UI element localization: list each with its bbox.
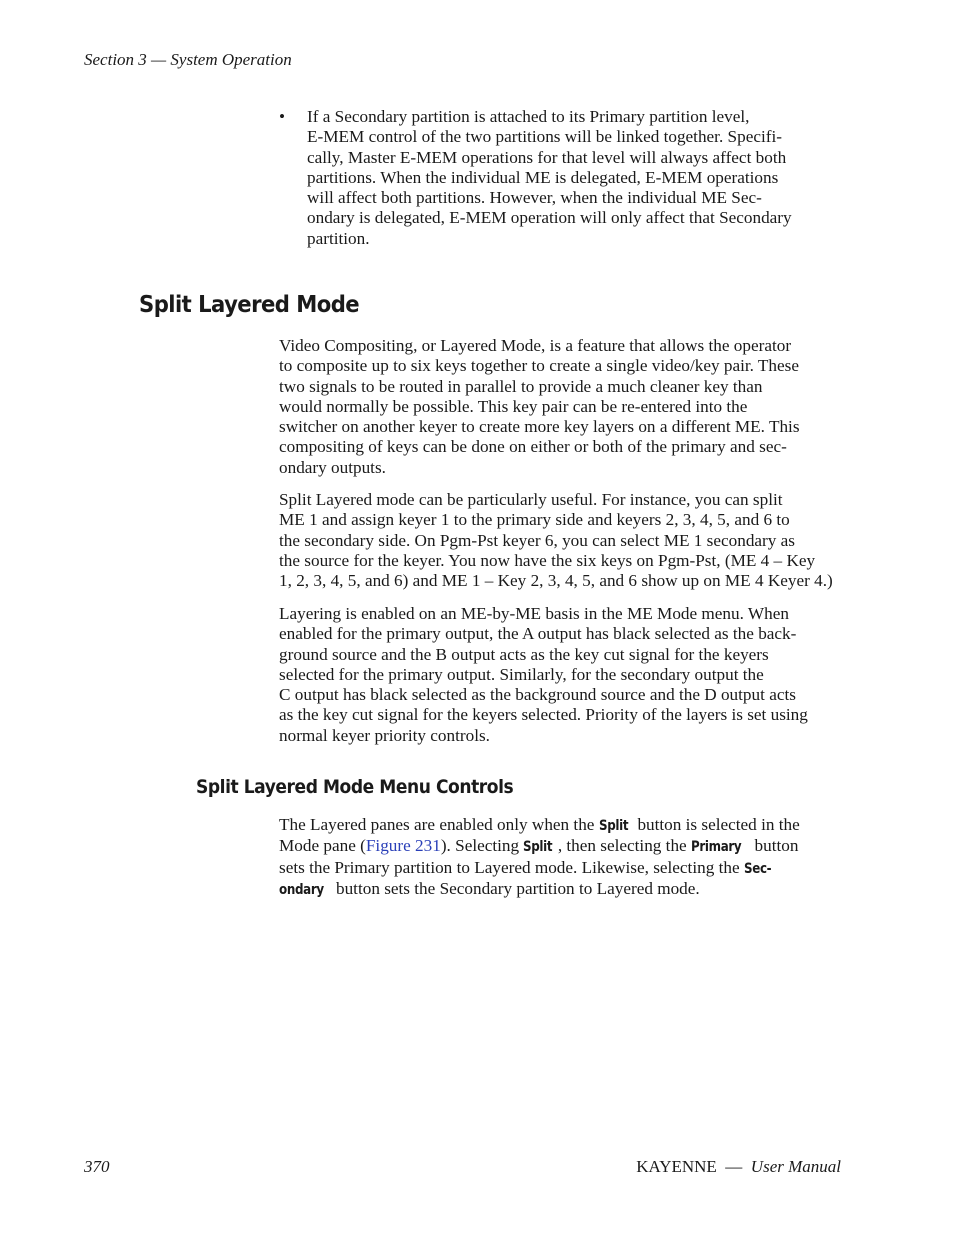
text-line: C output has black selected as the background source and the D output acts xyxy=(279,685,796,705)
text-line: compositing of keys can be done on either or both of the primary and sec- xyxy=(279,437,787,457)
text-line: switcher on another keyer to create more key layers on a different ME. This xyxy=(279,417,800,437)
figure-link[interactable]: Figure 231 xyxy=(365,836,441,856)
text-line: If a Secondary partition is attached to its Primary partition level, xyxy=(307,107,750,126)
text-line: will affect both partitions. However, when the individual ME Sec- xyxy=(307,188,762,208)
manual-title: User Manual xyxy=(750,1157,841,1176)
product-name: KAYENNE xyxy=(636,1157,717,1176)
paragraph-split-example xyxy=(279,490,841,591)
text-line: partition. xyxy=(307,228,370,248)
text-line: Video Compositing, or Layered Mode, is a feature that allows the operator xyxy=(279,336,792,355)
text-run: button xyxy=(750,836,799,856)
text-line: normal keyer priority controls. xyxy=(279,725,490,745)
split-button-ref: Split xyxy=(598,818,628,834)
text-line: would normally be possible. This key pair can be re-entered into the xyxy=(279,396,748,416)
text-line xyxy=(279,815,841,836)
split-button-ref: Split xyxy=(523,839,553,856)
page-number: 370 xyxy=(84,1157,110,1176)
text-run: , then selecting the xyxy=(557,836,691,856)
text-line: to composite up to six keys together to create a single video/key pair. These xyxy=(279,356,799,376)
primary-button-ref: Primary xyxy=(690,839,742,856)
text-line: the secondary side. On Pgm-Pst keyer 6, you can select ME 1 secondary as xyxy=(279,530,795,550)
secondary-button-ref: ondary xyxy=(279,881,324,898)
text-run: sets the Primary partition to Layered mode. Likewise, selecting the xyxy=(279,857,744,877)
footer-separator: — xyxy=(725,1157,743,1176)
paragraph-layering xyxy=(279,604,841,746)
running-footer xyxy=(636,1157,841,1177)
text-line: Split Layered mode can be particularly useful. For instance, you can split xyxy=(279,490,783,509)
bullet-marker: • xyxy=(279,107,286,126)
text-line: E-MEM control of the two partitions will be linked together. Specifi- xyxy=(307,127,782,147)
text-line: ground source and the B output acts as the key cut signal for the keyers xyxy=(279,644,769,664)
paragraph-compositing xyxy=(279,336,841,478)
text-run: button sets the Secondary partition to Layered mode. xyxy=(331,878,700,898)
paragraph-menu-controls xyxy=(279,815,841,900)
secondary-button-ref: Sec- xyxy=(743,860,772,877)
text-line xyxy=(279,858,841,879)
bullet-item xyxy=(279,107,841,249)
text-line: ondary is delegated, E-MEM operation will only affect that Secondary xyxy=(307,208,792,228)
section-heading: Split Layered Mode xyxy=(139,292,360,318)
text-run: ). Selecting xyxy=(440,836,524,856)
text-line: selected for the primary output. Similarly, for the secondary output the xyxy=(279,664,764,684)
text-line: 1, 2, 3, 4, 5, and 6) and ME 1 – Key 2, 3, 4, 5, and 6 show up on ME 4 Keyer 4.) xyxy=(279,571,833,591)
text-line: Layering is enabled on an ME-by-ME basis in the ME Mode menu. When xyxy=(279,604,789,623)
text-line: two signals to be routed in parallel to provide a much cleaner key than xyxy=(279,376,763,396)
subsection-heading: Split Layered Mode Menu Controls xyxy=(196,776,514,798)
running-header: Section 3 — System Operation xyxy=(84,50,292,69)
text-line: as the key cut signal for the keyers selected. Priority of the layers is set using xyxy=(279,705,808,725)
bullet-text xyxy=(307,107,841,249)
text-line: ondary outputs. xyxy=(279,457,386,477)
text-run: Mode pane ( xyxy=(279,836,366,856)
text-line xyxy=(279,879,841,900)
text-run: The Layered panes are enabled only when the xyxy=(279,815,599,834)
text-line xyxy=(279,836,841,857)
text-run: button is selected in the xyxy=(633,815,800,834)
text-line: ME 1 and assign keyer 1 to the primary side and keyers 2, 3, 4, 5, and 6 to xyxy=(279,510,790,530)
text-line: enabled for the primary output, the A output has black selected as the back- xyxy=(279,624,797,644)
text-line: the source for the keyer. You now have the six keys on Pgm-Pst, (ME 4 – Key xyxy=(279,550,816,570)
text-line: partitions. When the individual ME is delegated, E-MEM operations xyxy=(307,167,779,187)
text-line: cally, Master E-MEM operations for that level will always affect both xyxy=(307,147,787,167)
